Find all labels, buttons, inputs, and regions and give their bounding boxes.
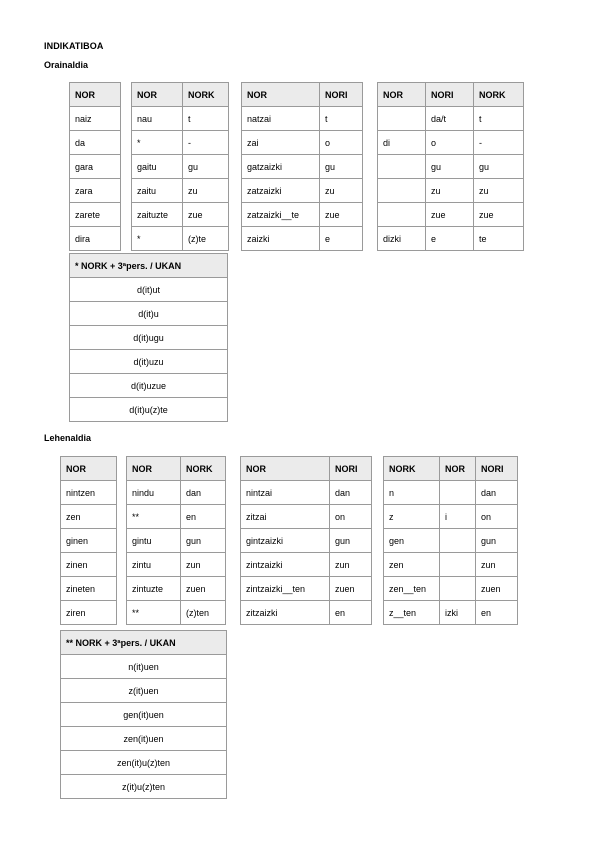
- table-cell: zara: [70, 179, 121, 203]
- table-cell: n(it)uen: [61, 655, 227, 679]
- table-cell: dan: [181, 481, 226, 505]
- header-cell: NOR: [61, 457, 117, 481]
- table-cell: gen(it)uen: [61, 703, 227, 727]
- table-cell: [378, 203, 426, 227]
- table-cell: en: [181, 505, 226, 529]
- table-cell: ziren: [61, 601, 117, 625]
- table-cell: izki: [440, 601, 476, 625]
- table-cell: zue: [183, 203, 229, 227]
- table-cell: da/t: [426, 107, 474, 131]
- table-cell: t: [474, 107, 524, 131]
- header-cell: NOR: [440, 457, 476, 481]
- table-cell: (z)te: [183, 227, 229, 251]
- header-cell: NORK: [474, 83, 524, 107]
- section-title-past: Lehenaldia: [44, 433, 92, 443]
- header-cell: NOR: [132, 83, 183, 107]
- table-cell: zatzaizki: [242, 179, 320, 203]
- table-cell: zaituzte: [132, 203, 183, 227]
- header-cell: NOR: [70, 83, 121, 107]
- table-cell: *: [132, 227, 183, 251]
- table-cell: da: [70, 131, 121, 155]
- table-cell: zintuzte: [127, 577, 181, 601]
- table-cell: -: [183, 131, 229, 155]
- past-nor-nori-table: [240, 456, 372, 625]
- table-cell: gatzaizki: [242, 155, 320, 179]
- table-cell: zintu: [127, 553, 181, 577]
- table-cell: gu: [474, 155, 524, 179]
- table-cell: naiz: [70, 107, 121, 131]
- table-cell: zun: [181, 553, 226, 577]
- table-cell: [440, 529, 476, 553]
- table-cell: gu: [426, 155, 474, 179]
- header-cell: NOR: [378, 83, 426, 107]
- table-cell: zitzai: [241, 505, 330, 529]
- table-cell: zatzaizki__te: [242, 203, 320, 227]
- table-cell: dizki: [378, 227, 426, 251]
- table-cell: [440, 553, 476, 577]
- header-cell: NOR: [241, 457, 330, 481]
- present-ukan-note-table: [69, 253, 228, 422]
- table-cell: di: [378, 131, 426, 155]
- table-cell: *: [132, 131, 183, 155]
- table-cell: [378, 179, 426, 203]
- table-cell: d(it)ugu: [70, 326, 228, 350]
- table-cell: d(it)uzue: [70, 374, 228, 398]
- table-cell: zen(it)u(z)ten: [61, 751, 227, 775]
- table-cell: en: [476, 601, 518, 625]
- table-cell: dan: [476, 481, 518, 505]
- table-cell: d(it)u: [70, 302, 228, 326]
- header-cell: NORI: [426, 83, 474, 107]
- table-cell: o: [320, 131, 363, 155]
- table-cell: zaizki: [242, 227, 320, 251]
- table-cell: dira: [70, 227, 121, 251]
- past-nork-nor-nori-table: [383, 456, 518, 625]
- table-cell: (z)ten: [181, 601, 226, 625]
- table-cell: zinen: [61, 553, 117, 577]
- table-cell: nintzai: [241, 481, 330, 505]
- table-cell: zaitu: [132, 179, 183, 203]
- table-cell: natzai: [242, 107, 320, 131]
- table-cell: zintzaizki__ten: [241, 577, 330, 601]
- table-cell: i: [440, 505, 476, 529]
- table-cell: [440, 577, 476, 601]
- present-nor-nork-table: [131, 82, 229, 251]
- present-nor-nori-table: [241, 82, 363, 251]
- table-cell: zai: [242, 131, 320, 155]
- table-cell: zu: [183, 179, 229, 203]
- table-cell: zuen: [181, 577, 226, 601]
- table-cell: zuen: [476, 577, 518, 601]
- table-cell: t: [320, 107, 363, 131]
- table-cell: zu: [426, 179, 474, 203]
- section-title-present: Orainaldia: [44, 60, 89, 70]
- table-cell: zu: [474, 179, 524, 203]
- table-cell: d(it)uzu: [70, 350, 228, 374]
- table-cell: zun: [330, 553, 372, 577]
- page-title: INDIKATIBOA: [44, 41, 104, 51]
- header-cell: NORI: [320, 83, 363, 107]
- table-cell: o: [426, 131, 474, 155]
- table-cell: zun: [476, 553, 518, 577]
- table-cell: d(it)u(z)te: [70, 398, 228, 422]
- table-cell: z(it)uen: [61, 679, 227, 703]
- table-cell: te: [474, 227, 524, 251]
- table-cell: zarete: [70, 203, 121, 227]
- past-nor-table: [60, 456, 117, 625]
- header-cell: NORI: [476, 457, 518, 481]
- present-nor-table: [69, 82, 121, 251]
- table-cell: z__ten: [384, 601, 440, 625]
- table-cell: nindu: [127, 481, 181, 505]
- past-nor-nork-table: [126, 456, 226, 625]
- table-cell: n: [384, 481, 440, 505]
- table-cell: on: [476, 505, 518, 529]
- table-cell: zue: [320, 203, 363, 227]
- table-cell: gintzaizki: [241, 529, 330, 553]
- table-cell: on: [330, 505, 372, 529]
- header-cell: NOR: [127, 457, 181, 481]
- table-cell: [378, 155, 426, 179]
- table-cell: gun: [330, 529, 372, 553]
- table-cell: gintu: [127, 529, 181, 553]
- table-cell: gu: [320, 155, 363, 179]
- table-cell: gun: [181, 529, 226, 553]
- table-cell: zu: [320, 179, 363, 203]
- table-cell: **: [127, 505, 181, 529]
- table-cell: zen(it)uen: [61, 727, 227, 751]
- table-cell: zineten: [61, 577, 117, 601]
- header-cell: NOR: [242, 83, 320, 107]
- table-cell: gara: [70, 155, 121, 179]
- table-cell: gaitu: [132, 155, 183, 179]
- table-cell: e: [426, 227, 474, 251]
- table-cell: zen__ten: [384, 577, 440, 601]
- header-cell: NORK: [384, 457, 440, 481]
- table-cell: t: [183, 107, 229, 131]
- table-cell: e: [320, 227, 363, 251]
- past-ukan-note-table: [60, 630, 227, 799]
- table-cell: zue: [474, 203, 524, 227]
- header-cell: NORK: [181, 457, 226, 481]
- table-cell: d(it)ut: [70, 278, 228, 302]
- table-cell: dan: [330, 481, 372, 505]
- table-cell: **: [127, 601, 181, 625]
- table-cell: zue: [426, 203, 474, 227]
- table-cell: zuen: [330, 577, 372, 601]
- table-cell: gu: [183, 155, 229, 179]
- present-nor-nori-nork-table: [377, 82, 524, 251]
- table-cell: nau: [132, 107, 183, 131]
- header-cell: * NORK + 3ªpers. / UKAN: [70, 254, 228, 278]
- table-cell: gen: [384, 529, 440, 553]
- table-cell: zen: [61, 505, 117, 529]
- table-cell: nintzen: [61, 481, 117, 505]
- table-cell: z: [384, 505, 440, 529]
- header-cell: NORK: [183, 83, 229, 107]
- table-cell: -: [474, 131, 524, 155]
- table-cell: en: [330, 601, 372, 625]
- table-cell: zen: [384, 553, 440, 577]
- table-cell: [378, 107, 426, 131]
- header-cell: ** NORK + 3ªpers. / UKAN: [61, 631, 227, 655]
- table-cell: gun: [476, 529, 518, 553]
- header-cell: NORI: [330, 457, 372, 481]
- table-cell: [440, 481, 476, 505]
- table-cell: z(it)u(z)ten: [61, 775, 227, 799]
- table-cell: zintzaizki: [241, 553, 330, 577]
- table-cell: ginen: [61, 529, 117, 553]
- table-cell: zitzaizki: [241, 601, 330, 625]
